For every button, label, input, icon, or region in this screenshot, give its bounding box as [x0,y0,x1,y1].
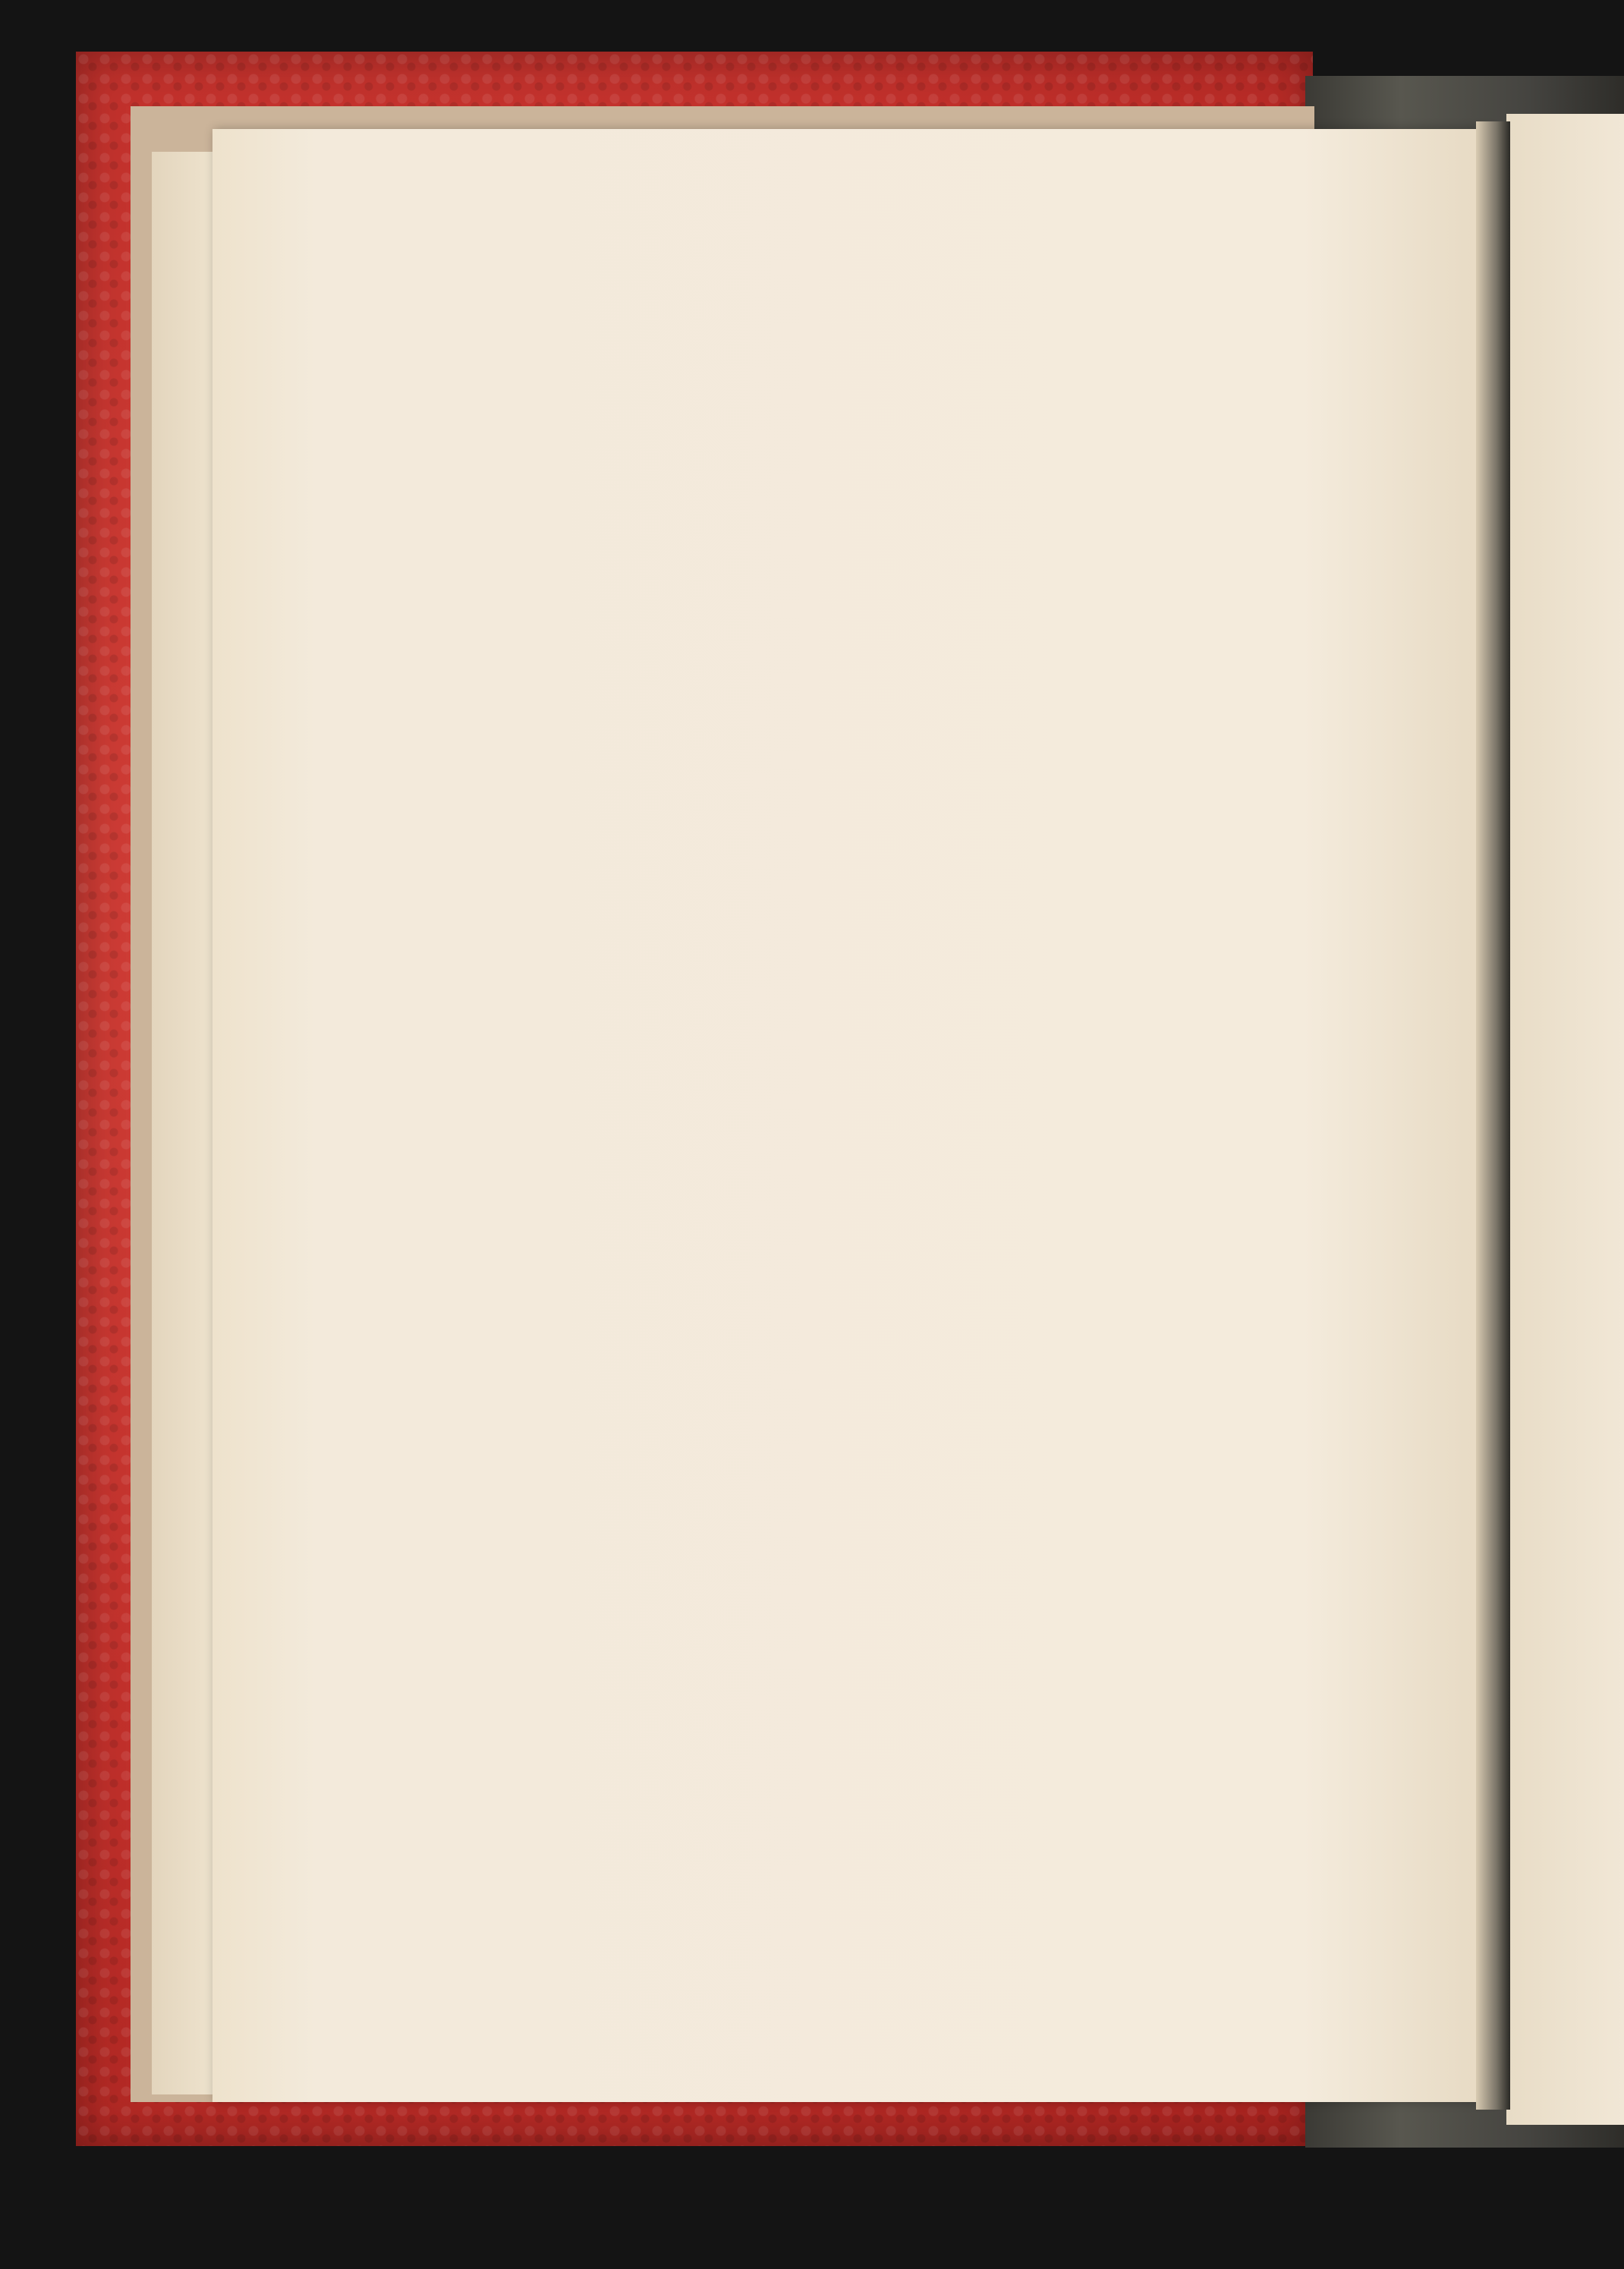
book-gutter [1476,121,1510,2110]
page-edges [152,152,220,2094]
right-page [1506,114,1624,2125]
left-page [212,129,1495,2102]
